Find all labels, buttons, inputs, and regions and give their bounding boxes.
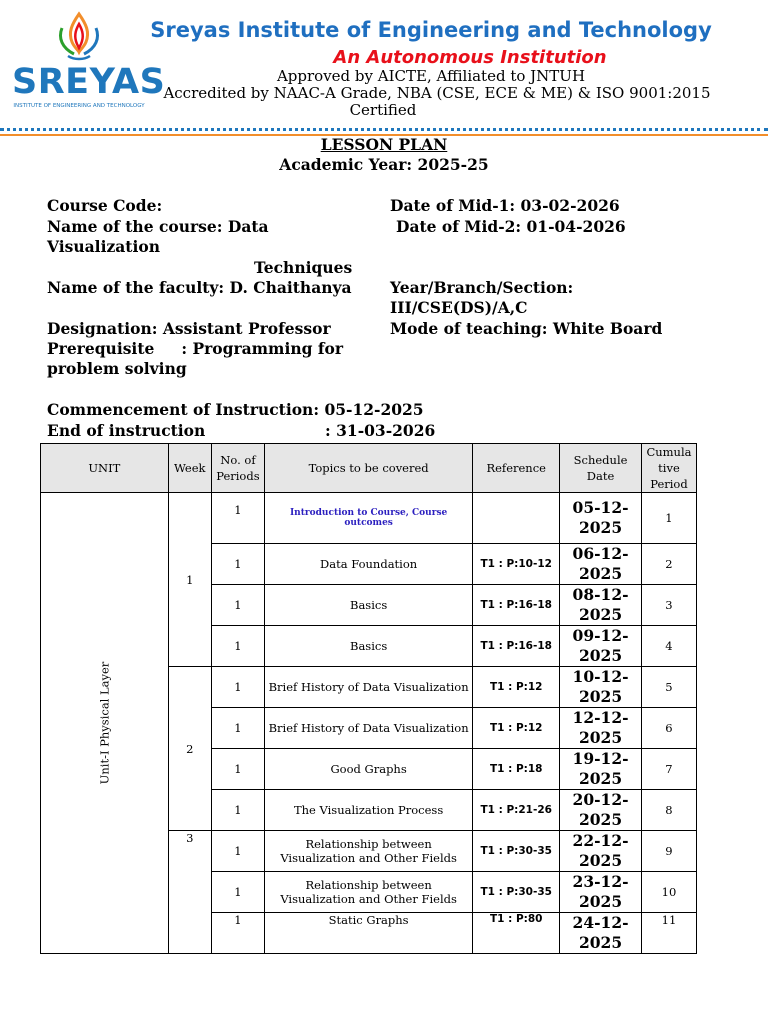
- academic-year: Academic Year: 2025-25: [279, 155, 489, 174]
- periods-cell: 1: [211, 626, 264, 667]
- schedule-date-cell: 23-12- 2025: [560, 872, 642, 913]
- table-header-row: [41, 444, 697, 493]
- topic-cell: Data Foundation: [264, 544, 472, 585]
- schedule-date-cell: 09-12- 2025: [560, 626, 642, 667]
- topic-cell: The Visualization Process: [264, 790, 472, 831]
- mid1-date: Date of Mid-1: 03-02-2026: [390, 196, 620, 215]
- week-cell: 1: [168, 493, 211, 667]
- unit-label: Unit-I Physical Layer: [97, 661, 112, 785]
- header-unit: UNIT: [41, 444, 169, 493]
- cumulative-cell: 2: [641, 544, 696, 585]
- schedule-date-cell: 08-12- 2025: [560, 585, 642, 626]
- header-schedule-date: Schedule Date: [560, 444, 642, 493]
- unit-cell: [41, 493, 169, 954]
- reference-cell: T1 : P:21-26: [473, 790, 560, 831]
- mid2-date: Date of Mid-2: 01-04-2026: [396, 217, 626, 236]
- designation: Designation: Assistant Professor: [47, 319, 331, 338]
- accreditation-line: Accredited by NAAC-A Grade, NBA (CSE, ECE & ME) & ISO 9001:2015: [163, 84, 711, 102]
- periods-cell: 1: [211, 544, 264, 585]
- course-name-line1: Name of the course: Data: [47, 217, 269, 236]
- schedule-date-cell: 06-12- 2025: [560, 544, 642, 585]
- reference-cell: [473, 493, 560, 544]
- header-week: Week: [168, 444, 211, 493]
- cumulative-cell: 6: [641, 708, 696, 749]
- schedule-date-cell: 19-12- 2025: [560, 749, 642, 790]
- end-of-instruction-value: : 31-03-2026: [325, 421, 436, 440]
- header-reference: Reference: [473, 444, 560, 493]
- header-cumulative-period: Cumula tive Period: [641, 444, 696, 493]
- commencement-of-instruction: Commencement of Instruction: 05-12-2025: [47, 400, 424, 419]
- periods-cell: 1: [211, 493, 264, 544]
- topic-cell: Relationship between Visualization and Other Fields: [264, 872, 472, 913]
- schedule-date-cell: 10-12- 2025: [560, 667, 642, 708]
- cumulative-cell: 1: [641, 493, 696, 544]
- topic-cell: Relationship between Visualization and Other Fields: [264, 831, 472, 872]
- cumulative-cell: 10: [641, 872, 696, 913]
- periods-cell: 1: [211, 667, 264, 708]
- week-cell: 2: [168, 667, 211, 831]
- certified-line: Certified: [349, 101, 417, 119]
- document-title: LESSON PLAN: [320, 135, 448, 154]
- reference-cell: T1 : P:12: [473, 708, 560, 749]
- course-name-line2: Visualization: [47, 237, 160, 256]
- cumulative-cell: 5: [641, 667, 696, 708]
- schedule-date-cell: 24-12- 2025: [560, 913, 642, 954]
- flame-emblem-icon: [50, 10, 108, 62]
- topic-cell: Brief History of Data Visualization: [264, 708, 472, 749]
- cumulative-cell: 9: [641, 831, 696, 872]
- year-branch-section-value: III/CSE(DS)/A,C: [390, 298, 528, 317]
- reference-cell: T1 : P:30-35: [473, 872, 560, 913]
- reference-cell: T1 : P:30-35: [473, 831, 560, 872]
- periods-cell: 1: [211, 585, 264, 626]
- end-of-instruction-label: End of instruction: [47, 421, 206, 440]
- header-topics: Topics to be covered: [264, 444, 472, 493]
- topic-cell: Brief History of Data Visualization: [264, 667, 472, 708]
- prerequisite-line1: Prerequisite : Programming for: [47, 339, 344, 358]
- logo-wordmark: SREYAS: [12, 62, 166, 102]
- course-name-line3: Techniques: [254, 258, 353, 277]
- prerequisite-line2: problem solving: [47, 359, 187, 378]
- reference-cell: T1 : P:16-18: [473, 626, 560, 667]
- institute-name: Sreyas Institute of Engineering and Technology: [150, 18, 712, 42]
- schedule-date-cell: 22-12- 2025: [560, 831, 642, 872]
- periods-cell: 1: [211, 872, 264, 913]
- institute-logo: [12, 8, 166, 118]
- reference-cell: T1 : P:10-12: [473, 544, 560, 585]
- cumulative-cell: 11: [641, 913, 696, 954]
- periods-cell: 1: [211, 708, 264, 749]
- reference-cell: T1 : P:16-18: [473, 585, 560, 626]
- schedule-date-cell: 05-12- 2025: [560, 493, 642, 544]
- cumulative-cell: 3: [641, 585, 696, 626]
- topic-cell: Static Graphs: [264, 913, 472, 954]
- periods-cell: 1: [211, 790, 264, 831]
- periods-cell: 1: [211, 831, 264, 872]
- cumulative-cell: 8: [641, 790, 696, 831]
- reference-cell: T1 : P:80: [473, 913, 560, 954]
- topic-cell: Introduction to Course, Course outcomes: [264, 493, 472, 544]
- periods-cell: 1: [211, 913, 264, 954]
- course-code: Course Code:: [47, 196, 163, 215]
- faculty-name: Name of the faculty: D. Chaithanya: [47, 278, 352, 297]
- approval-line: Approved by AICTE, Affiliated to JNTUH: [276, 67, 586, 85]
- year-branch-section-label: Year/Branch/Section:: [390, 278, 574, 297]
- cumulative-cell: 4: [641, 626, 696, 667]
- header-periods: No. of Periods: [211, 444, 264, 493]
- reference-cell: T1 : P:12: [473, 667, 560, 708]
- logo-subtext: INSTITUTE OF ENGINEERING AND TECHNOLOGY: [13, 103, 145, 109]
- topic-cell: Basics: [264, 626, 472, 667]
- topic-cell: Basics: [264, 585, 472, 626]
- week-cell: 3: [168, 831, 211, 954]
- topic-cell: Good Graphs: [264, 749, 472, 790]
- cumulative-cell: 7: [641, 749, 696, 790]
- lesson-plan-table: [40, 443, 697, 954]
- table-row: [41, 493, 697, 544]
- reference-cell: T1 : P:18: [473, 749, 560, 790]
- mode-of-teaching: Mode of teaching: White Board: [390, 319, 663, 338]
- schedule-date-cell: 20-12- 2025: [560, 790, 642, 831]
- autonomous-tagline: An Autonomous Institution: [333, 47, 607, 68]
- header-divider-dotted: [0, 128, 768, 131]
- schedule-date-cell: 12-12- 2025: [560, 708, 642, 749]
- periods-cell: 1: [211, 749, 264, 790]
